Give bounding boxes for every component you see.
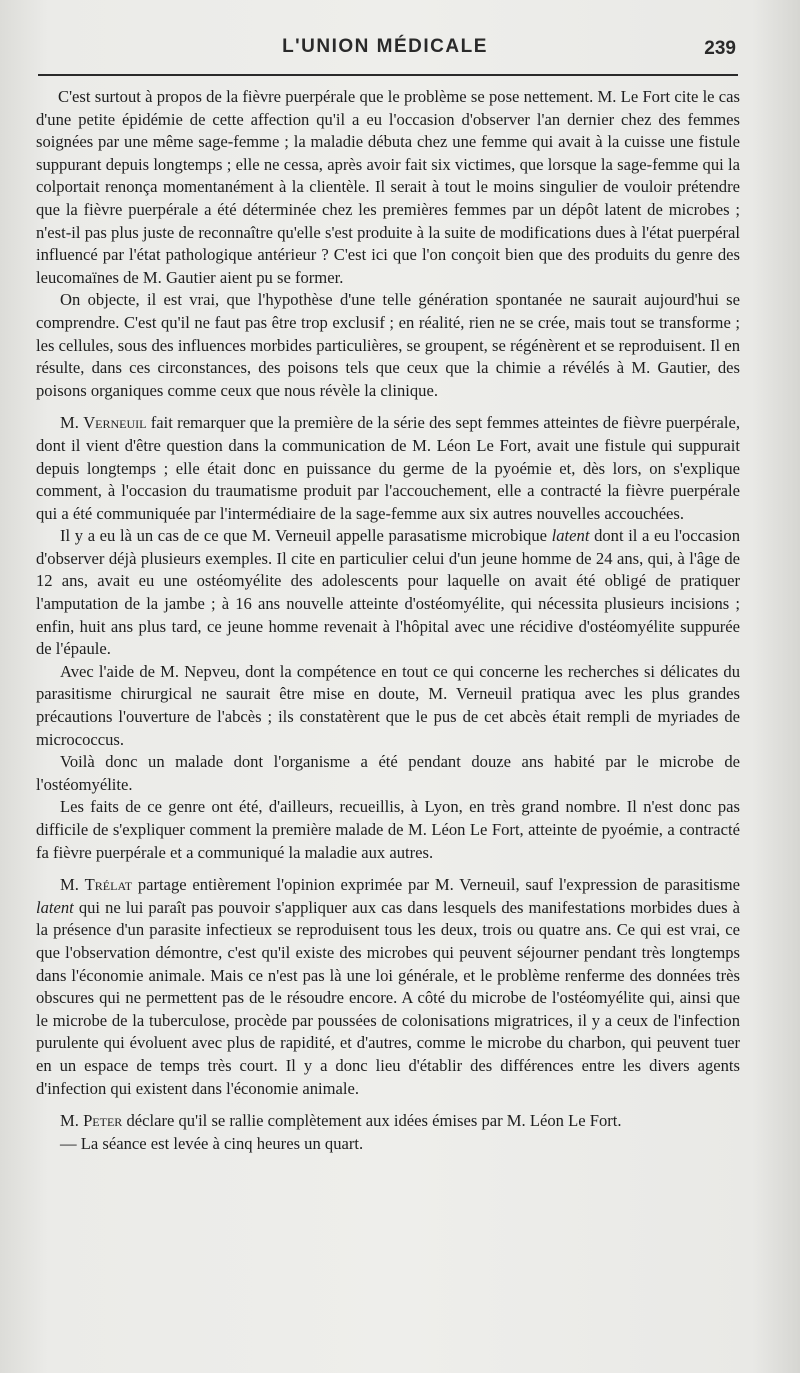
paragraph-seance-levee: [36, 1133, 740, 1156]
body-text: [36, 86, 740, 1155]
paragraph-nepveu: [36, 661, 740, 751]
text-run: M.: [60, 413, 84, 433]
text-run: — La séance est levée à cinq heures un quart.: [60, 1133, 364, 1153]
text-run: On objecte, il est vrai, que l'hypothèse d'une telle génération spontanée ne saurait aujourd'hui se comprendre. C'est qu'il ne faut pas être trop exclusif ; en réalité, rien ne se crée, mais tout se transforme ; les cellules, sous des influences morbides particulières, se groupent, se régénèrent et se reproduisent. Il en résulte, dans ces circonstances, des poisons tels que ceux que la chimie a révélés à M. Gautier, des poisons organiques comme ceux que nous révèle la clinique.: [36, 290, 740, 400]
text-run: Voilà donc un malade dont l'organisme a été pendant douze ans habité par le microbe de l'ostéomyélite.: [36, 752, 740, 794]
paragraph-trelat: [36, 874, 740, 1100]
text-run: fait remarquer que la première de la série des sept femmes atteintes de fièvre puerpérale, dont il vient d'être question dans la communication de M. Léon Le Fort, avait une fistule qui suppurait depuis longtemps ; elle était donc en puissance du germe de la pyoémie et, dès lors, on s'explique comment, à l'occasion du traumatisme produit par l'accouchement, elle a contracté la fièvre puerpérale qui a été communiquée par l'intermédiaire de la sage-femme aux six autres nouvelles accouchées.: [36, 413, 740, 523]
paragraph-peter: [36, 1110, 740, 1133]
text-run: déclare qu'il se rallie complètement aux idées émises par M. Léon Le Fort.: [122, 1111, 622, 1131]
running-title: L'UNION MÉDICALE: [282, 36, 488, 57]
italic-term: latent: [36, 897, 74, 917]
paragraph-verneuil: [36, 412, 740, 525]
page-header: [40, 36, 736, 66]
text-run: Avec l'aide de M. Nepveu, dont la compétence en tout ce qui concerne les recherches si délicates du parasitisme chirurgical ne saurait être mise en doute, M. Verneuil pratiqua avec les plus grandes précautions l'ouverture de l'abcès ; ils constatèrent que le pus de cet abcès était rempli de myriades de micrococcus.: [36, 661, 740, 749]
italic-term: latent: [551, 526, 590, 546]
text-run: qui ne lui paraît pas pouvoir s'appliquer aux cas dans lesquels des manifestations morbides dues à la présence d'un parasite infectieux se reproduisent tous les deux, trois ou quatre ans. Ce qui est vrai, ce que l'observation démontre, c'est qu'il existe des microbes qui peuvent séjourner pendant très longtemps dans l'économie animale. Mais ce n'est pas là une loi générale, et le problème renferme des données très obscures qui ne permettent pas de le résoudre encore. A côté du microbe de l'ostéomyélite qui, ainsi que le microbe de la tuberculose, procède par poussées de colonisations migratrices, il y a ceux de l'infection purulente qui évoluent avec plus de rapidité, et d'autres, comme le microbe du charbon, qui peuvent tuer en un espace de temps très court. Il y a donc lieu d'établir des différences entre les divers agents d'infection qui existent dans l'économie animale.: [36, 897, 740, 1098]
text-run: M.: [60, 1111, 84, 1131]
paragraph-parasitisme-latent: [36, 525, 740, 661]
text-run: Il y a eu là un cas de ce que M. Verneuil appelle parasatisme microbique: [60, 526, 552, 546]
speaker-name: Verneuil: [83, 413, 147, 433]
header-rule: [38, 74, 738, 76]
paragraph-lyon: [36, 796, 740, 864]
text-run: M.: [60, 875, 85, 895]
text-run: dont il a eu l'occasion d'observer déjà plusieurs exemples. Il cite en particulier celui d'un jeune homme de 24 ans, qui, à l'âge de 12 ans, avait eu une ostéomyélite des adolescents pour laquelle on avait été obligé de pratiquer l'amputation de la jambe ; à 16 ans nouvelle atteinte d'ostéomyélite, qui nécessita plusieurs incisions ; enfin, huit ans plus tard, ce jeune homme revenait à l'hôpital avec une récidive d'ostéomyélite suppurée de l'épaule.: [36, 526, 740, 659]
speaker-name: Trélat: [84, 875, 133, 895]
text-run: partage entièrement l'opinion exprimée par M. Verneuil, sauf l'expression de parasitisme: [132, 875, 740, 895]
page-number: 239: [704, 38, 736, 59]
speaker-name: Peter: [83, 1111, 123, 1131]
text-run: Les faits de ce genre ont été, d'ailleurs, recueillis, à Lyon, en très grand nombre. Il n'est donc pas difficile de s'expliquer comment la première malade de M. Léon Le Fort, atteinte de pyoémie, a contracté fa fièvre puerpérale et a communiqué la maladie aux autres.: [36, 797, 740, 862]
paragraph-voila: [36, 751, 740, 796]
paragraph-objection: [36, 289, 740, 402]
text-run: C'est surtout à propos de la fièvre puerpérale que le problème se pose nettement. M. Le Fort cite le cas d'une petite épidémie de cette affection qu'il a eu l'occasion d'observer l'an dernier chez des femmes soignées par une même sage-femme ; la maladie débuta chez une femme qui avait à la cuisse une fistule suppurant depuis longtemps ; elle ne cessa, après avoir fait six victimes, que lorsque la sage-femme qui la colportait renonça momentanément à la clientèle. Il serait à tout le moins singulier de vouloir prétendre que la fièvre puerpérale a été déterminée chez les premières femmes par un dépôt latent de microbes ; n'est-il pas plus juste de reconnaître qu'elle s'est produite à la suite de modifications dues à l'état puerpéral influencé par l'état pathologique antérieur ? C'est ici que l'on conçoit bien que des produits du genre des leucomaïnes de M. Gautier aient pu se former.: [36, 87, 740, 287]
paragraph-fievre-puerperale: [36, 86, 740, 289]
